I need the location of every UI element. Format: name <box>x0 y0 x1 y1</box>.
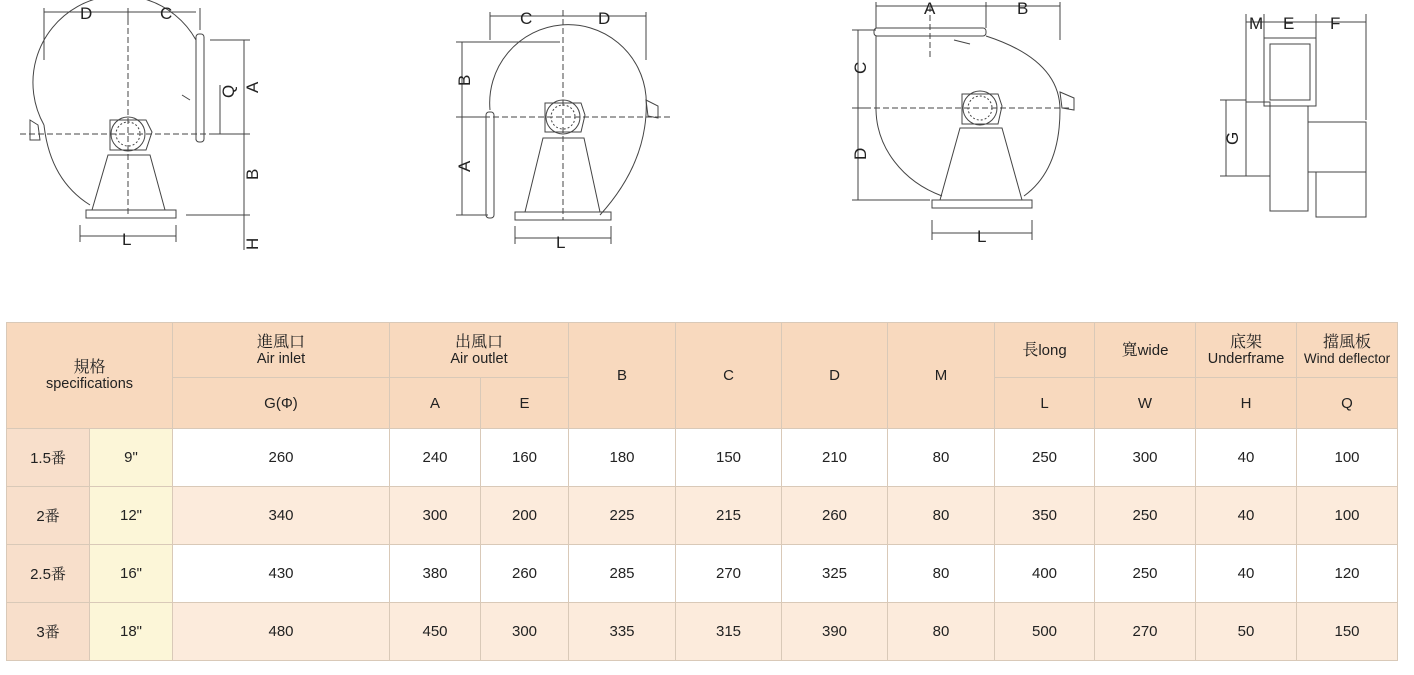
inlet-header <box>173 323 390 378</box>
cell-Q: 100 <box>1297 487 1398 545</box>
subheader-A: A <box>390 378 481 429</box>
cell-Q: 100 <box>1297 429 1398 487</box>
dim-label-E: E <box>1283 14 1295 33</box>
deflector-header-zh: 擋風板 <box>1322 333 1371 351</box>
dim-label-Q: Q <box>219 84 238 98</box>
outlet-header <box>390 323 569 378</box>
cell-G: 260 <box>173 429 390 487</box>
diagram-canvas <box>0 0 1414 300</box>
dim-label-L: L <box>122 230 132 249</box>
col-header-D: D <box>782 323 888 429</box>
cell-B: 285 <box>569 545 676 603</box>
spec-header-zh: 規格 <box>73 359 106 376</box>
model-cell: 2番 <box>7 487 90 545</box>
dim-label-A: A <box>243 81 262 93</box>
fan-diagram-3 <box>852 2 1074 240</box>
cell-M: 80 <box>888 545 995 603</box>
dim-label-B: B <box>1017 0 1029 18</box>
fan-dimension-diagrams <box>0 0 1414 300</box>
dim-label-A: A <box>924 0 936 18</box>
cell-B: 335 <box>569 603 676 661</box>
size-cell: 9" <box>90 429 173 487</box>
inlet-header-zh: 進風口 <box>256 333 305 351</box>
cell-M: 80 <box>888 429 995 487</box>
underframe-header-zh: 底架 <box>1229 333 1262 351</box>
dim-label-D: D <box>80 4 93 23</box>
outlet-header-en: Air outlet <box>450 350 508 367</box>
wide-header <box>1095 323 1196 378</box>
model-cell: 3番 <box>7 603 90 661</box>
cell-C: 270 <box>676 545 782 603</box>
cell-L: 250 <box>995 429 1095 487</box>
cell-A: 300 <box>390 487 481 545</box>
table-row <box>7 487 1398 545</box>
long-header <box>995 323 1095 378</box>
dim-label-L: L <box>556 233 566 252</box>
deflector-header-en: Wind deflector <box>1303 350 1391 366</box>
cell-M: 80 <box>888 487 995 545</box>
dim-label-H: H <box>243 237 262 250</box>
cell-W: 250 <box>1095 545 1196 603</box>
cell-C: 150 <box>676 429 782 487</box>
cell-M: 80 <box>888 603 995 661</box>
inlet-header-en: Air inlet <box>256 350 306 367</box>
table-row <box>7 545 1398 603</box>
dim-label-D: D <box>598 9 611 28</box>
table-row <box>7 603 1398 661</box>
outlet-header-zh: 出風口 <box>454 333 503 351</box>
cell-B: 225 <box>569 487 676 545</box>
spec-header <box>7 323 173 429</box>
deflector-header <box>1297 323 1398 378</box>
cell-L: 500 <box>995 603 1095 661</box>
cell-W: 270 <box>1095 603 1196 661</box>
col-header-M: M <box>888 323 995 429</box>
cell-G: 430 <box>173 545 390 603</box>
dim-label-D: D <box>851 147 870 160</box>
cell-H: 40 <box>1196 429 1297 487</box>
size-cell: 12" <box>90 487 173 545</box>
dim-label-C: C <box>851 61 870 74</box>
cell-D: 325 <box>782 545 888 603</box>
col-header-C: C <box>676 323 782 429</box>
model-cell: 1.5番 <box>7 429 90 487</box>
cell-A: 240 <box>390 429 481 487</box>
col-header-B: B <box>569 323 676 429</box>
dim-label-C: C <box>160 4 173 23</box>
fan-diagram-2 <box>456 10 672 244</box>
cell-C: 215 <box>676 487 782 545</box>
cell-G: 340 <box>173 487 390 545</box>
cell-E: 300 <box>481 603 569 661</box>
dim-label-G: G <box>1223 131 1242 145</box>
cell-E: 200 <box>481 487 569 545</box>
cell-B: 180 <box>569 429 676 487</box>
long-header-en: long <box>1038 341 1067 359</box>
dim-label-B: B <box>455 74 474 86</box>
cell-W: 300 <box>1095 429 1196 487</box>
dim-label-A: A <box>455 160 474 172</box>
size-cell: 16" <box>90 545 173 603</box>
underframe-header <box>1196 323 1297 378</box>
subheader-W: W <box>1095 378 1196 429</box>
wide-header-zh: 寬 <box>1121 341 1138 359</box>
subheader-E: E <box>481 378 569 429</box>
cell-A: 450 <box>390 603 481 661</box>
cell-H: 50 <box>1196 603 1297 661</box>
fan-diagram-4 <box>1220 14 1366 217</box>
fan-diagram-1 <box>20 0 250 250</box>
cell-H: 40 <box>1196 545 1297 603</box>
cell-Q: 150 <box>1297 603 1398 661</box>
dim-label-M: M <box>1249 14 1264 33</box>
cell-W: 250 <box>1095 487 1196 545</box>
dim-label-C: C <box>520 9 533 28</box>
dim-label-B: B <box>243 168 262 180</box>
cell-Q: 120 <box>1297 545 1398 603</box>
table-row <box>7 429 1398 487</box>
cell-D: 260 <box>782 487 888 545</box>
dim-label-F: F <box>1330 14 1341 33</box>
cell-A: 380 <box>390 545 481 603</box>
spec-header-en: specifications <box>45 376 134 392</box>
size-cell: 18" <box>90 603 173 661</box>
dim-label-L: L <box>977 227 987 246</box>
specification-table <box>6 322 1398 661</box>
cell-D: 210 <box>782 429 888 487</box>
cell-E: 160 <box>481 429 569 487</box>
cell-E: 260 <box>481 545 569 603</box>
cell-D: 390 <box>782 603 888 661</box>
cell-G: 480 <box>173 603 390 661</box>
subheader-H: H <box>1196 378 1297 429</box>
cell-L: 400 <box>995 545 1095 603</box>
subheader-Q: Q <box>1297 378 1398 429</box>
long-header-zh: 長 <box>1022 341 1039 359</box>
subheader-L: L <box>995 378 1095 429</box>
wide-header-en: wide <box>1137 341 1169 359</box>
cell-C: 315 <box>676 603 782 661</box>
cell-L: 350 <box>995 487 1095 545</box>
model-cell: 2.5番 <box>7 545 90 603</box>
cell-H: 40 <box>1196 487 1297 545</box>
subheader-G: G(Φ) <box>173 378 390 429</box>
underframe-header-en: Underframe <box>1207 350 1285 367</box>
